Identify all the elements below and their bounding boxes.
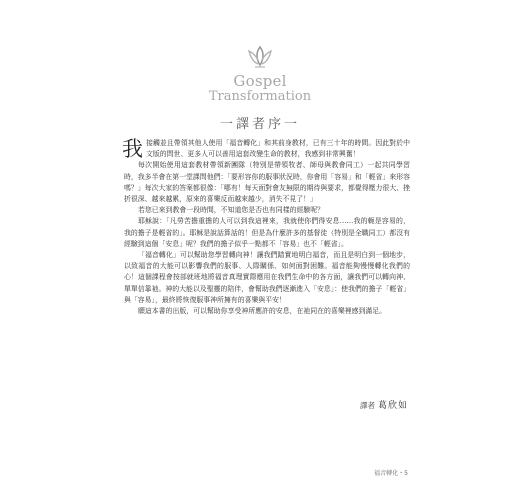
lotus-logo-icon (245, 44, 275, 70)
signature-label: 譯者 (359, 401, 375, 410)
page-title: 一譯者序一 (219, 117, 300, 132)
paragraph (124, 138, 410, 160)
preface-body (124, 138, 410, 317)
translator-name: 葛欣如 (377, 401, 408, 411)
translator-signature (360, 398, 408, 411)
paragraph-text: 接觸並且帶領其他人使用「福音轉化」和其前身教材，已有三十年的時間。因此對於中文版的問世、更多人可以善用這套改變生命的教材，我感到非常興奮！ (146, 139, 410, 159)
logo (0, 44, 520, 70)
paragraph: 「福音轉化」可以幫助您學習轉向神！讓我們踏實地明白福音，而且是明白到一個地步，以致福音的大能可以影響我們的服事、人際關係、如何面對困難。福音能夠慢慢轉化我們的心！這個課程會按部就班地將福音真理實際應用在我們生命中的各方面，讓我們可以轉向神、單單信靠祂。神的大能以及聖靈的陪伴，會幫助我們逐漸進入「安息」：使我們的擔子「輕省」與「容易」，最終將恢復服事神所擁有的喜樂與平安！ (124, 251, 410, 304)
page-footer: 福音轉化・5 (374, 470, 408, 477)
paragraph: 耶穌說：「凡勞苦擔重擔的人可以到我這裡來，我就使你們得安息……我的軛是容易的，我的擔子是輕省的」。耶穌是說話算話的！但是為什麼許多的基督徒（特別是全職同工）都沒有經驗到這個「安息」呢？我們的擔子似乎一點都不「容易」也不「輕省」。 (124, 217, 410, 248)
drop-cap: 我 (122, 137, 143, 161)
brand-subtitle: Transformation (208, 89, 312, 104)
paragraph: 若您已來到教會一段時間，不知道您是否也有同樣的經驗呢？ (138, 206, 325, 215)
paragraph: 願這本書的出版，可以幫助你享受神所應許的安息，在祂同在的喜樂裡感到滿足。 (138, 307, 387, 316)
paragraph: 每次開始使用這套教材帶領新團隊（特別是帶領牧者、師母與教會同工）一起共同學習時，我多半會在第一堂課問他們：「要形容你的服事狀況時，你會用「容易」和「輕省」來形容嗎？」每次大家的答案都很像：「哪有！每天面對會友無限的期待與要求，都覺得壓力很大、挫折很深、越來越累，原來的喜樂反而越來越少，消失不見了！」 (124, 161, 410, 204)
brand-title: Gospel (233, 72, 287, 90)
